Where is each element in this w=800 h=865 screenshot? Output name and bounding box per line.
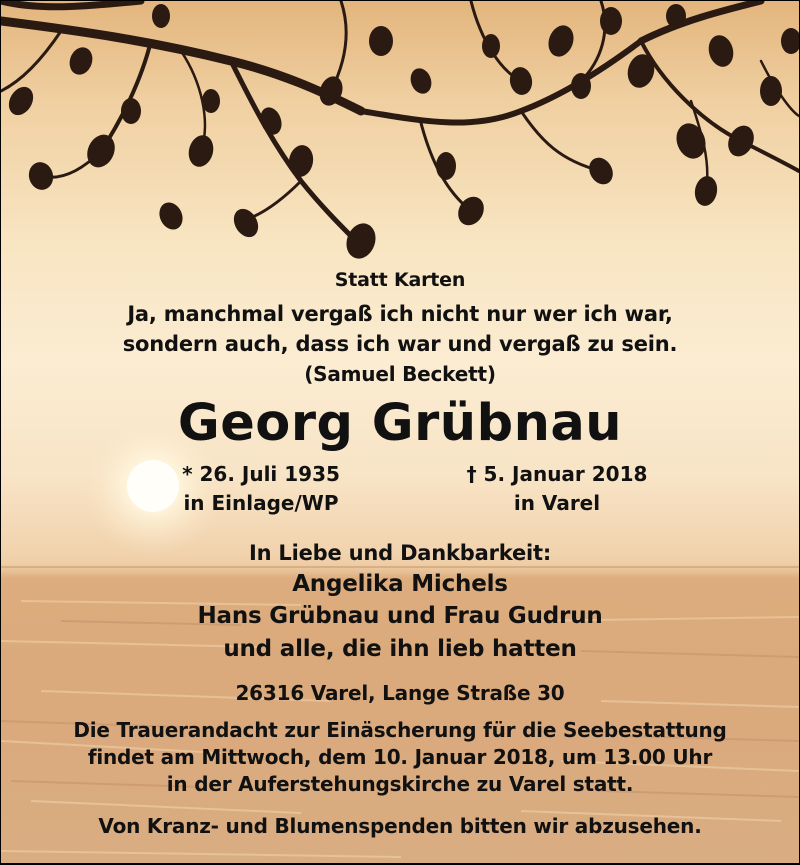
address: 26316 Varel, Lange Straße 30 — [235, 681, 565, 705]
deceased-name: Georg Grübnau — [177, 394, 623, 453]
birth-place: in Einlage/WP — [183, 491, 339, 515]
death-date: † 5. Januar 2018 — [466, 462, 648, 486]
death-place: in Varel — [513, 491, 601, 515]
mourner-name: und alle, die ihn lieb hatten — [223, 636, 577, 662]
quote-author: (Samuel Beckett) — [304, 362, 496, 386]
quote-line-2: sondern auch, dass ich war und vergaß zu sein. — [122, 332, 678, 356]
obituary-card — [1, 1, 799, 863]
mourners-intro: In Liebe und Dankbarkeit: — [248, 541, 552, 565]
birth-date: * 26. Juli 1935 — [182, 462, 340, 486]
statt-karten-label: Statt Karten — [334, 269, 466, 291]
mourner-name: Hans Grübnau und Frau Gudrun — [197, 603, 603, 629]
service-line-1: Die Trauerandacht zur Einäscherung für die Seebestattung — [73, 718, 727, 742]
service-line-2: findet am Mittwoch, dem 10. Januar 2018, um 13.00 Uhr — [87, 745, 713, 769]
service-line-3: in der Auferstehungskirche zu Varel statt. — [166, 772, 634, 796]
branch-silhouette — [1, 1, 799, 241]
flowers-note: Von Kranz- und Blumenspenden bitten wir abzusehen. — [98, 814, 702, 838]
quote-line-1: Ja, manchmal vergaß ich nicht nur wer ich war, — [127, 302, 673, 326]
mourner-name: Angelika Michels — [292, 571, 508, 597]
